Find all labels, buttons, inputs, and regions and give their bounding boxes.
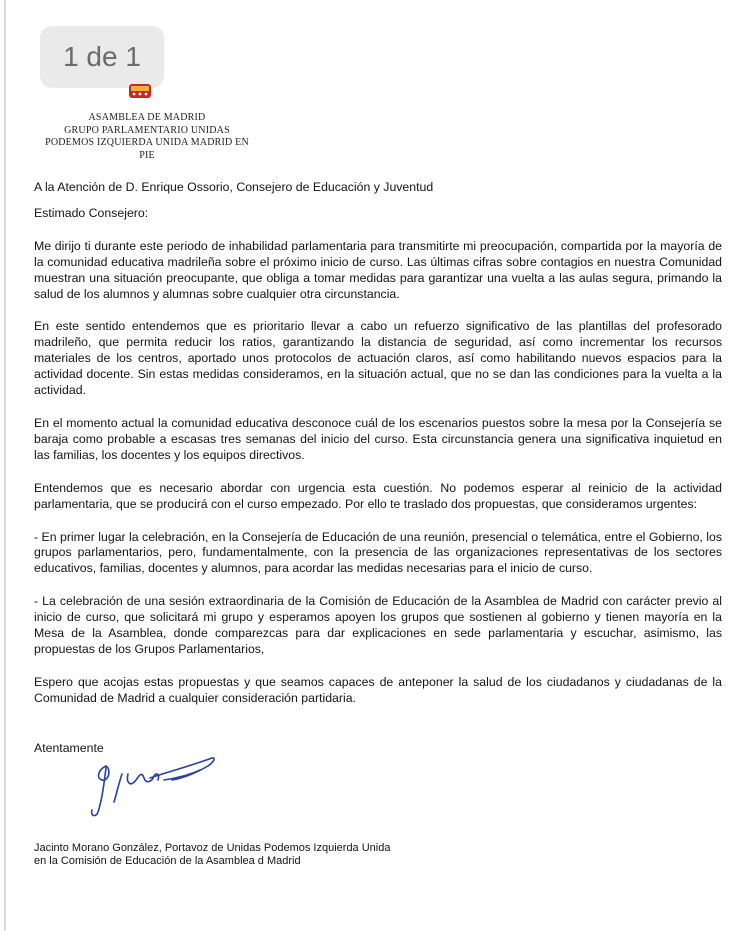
handwritten-signature: [88, 752, 228, 824]
signatory-role: en la Comisión de Educación de la Asamblea d Madrid: [34, 855, 301, 868]
salutation: Estimado Consejero:: [34, 205, 149, 220]
closing: Atentamente: [34, 740, 104, 755]
recipient-line: A la Atención de D. Enrique Ossorio, Consejero de Educación y Juventud: [34, 180, 434, 194]
letter-body: [34, 180, 722, 757]
letterhead: [30, 112, 264, 162]
page-edge: [4, 0, 6, 931]
letterhead-line: PODEMOS IZQUIERDA UNIDA MADRID EN: [45, 137, 249, 149]
letterhead-line: GRUPO PARLAMENTARIO UNIDAS: [64, 124, 230, 136]
paragraph: En el momento actual la comunidad educativa desconoce cuál de los escenarios puestos sobre la mesa por la Consejería se baraja como probable a escasas tres semanas del inicio del curso. Esta circunstancia genera una significativa inquietud en las familias, los docentes y los equipos directivos.: [34, 415, 722, 462]
paragraph: - En primer lugar la celebración, en la Consejería de Educación de una reunión, presencial o telemática, entre el Gobierno, los grupos parlamentarios, pero, fundamentalmente, con la presencia de las organizaciones representativas de los sectores educativos, familias, docentes y alumnos, para acordar las medidas necesarias para el inicio de curso.: [34, 529, 722, 576]
madrid-crest-icon: [129, 84, 151, 98]
paragraph: Entendemos que es necesario abordar con urgencia esta cuestión. No podemos esperar al reinicio de la actividad parlamentaria, que se producirá con el curso empezado. Por ello te traslado dos propuestas, que consideramos urgentes:: [34, 480, 722, 511]
paragraph: - La celebración de una sesión extraordinaria de la Comisión de Educación de la Asamblea de Madrid con carácter previo al inicio de curso, que solicitará mi grupo y esperamos apoyen los grupos que sostienen al gobierno y tienen mayoría en la Mesa de la Asamblea, donde comparezcas para dar explicaciones en sede parlamentaria y escuchar, asimismo, las propuestas de los Grupos Parlamentarios,: [34, 594, 722, 656]
paragraph: Espero que acojas estas propuestas y que seamos capaces de anteponer la salud de los ciudadanos y ciudadanas de la Comunidad de Madrid a cualquier consideración partidaria.: [34, 674, 722, 705]
page-indicator: 1 de 1: [40, 26, 164, 88]
signatory-block: [34, 842, 594, 869]
letterhead-line: ASAMBLEA DE MADRID: [88, 112, 206, 123]
signatory-name: Jacinto Morano González, Portavoz de Unidas Podemos Izquierda Unida: [34, 842, 391, 854]
paragraph: En este sentido entendemos que es prioritario llevar a cabo un refuerzo significativo de las plantillas del profesorado madrileño, que permita reducir los ratios, garantizando la distancia de seguridad, así como incrementar los recursos materiales de los centros, aportado unos protocolos de actuación claros, así como habilitando nuevos espacios para la actividad docente. Sin estas medidas consideramos, en la situación actual, que no se dan las condiciones para la vuelta a la actividad.: [34, 319, 722, 398]
paragraph: Me dirijo ti durante este periodo de inhabilidad parlamentaria para transmitirte mi preocupación, compartida por la mayoría de la comunidad educativa madrileña sobre el próximo inicio de curso. Las últimas cifras sobre contagios en nuestra Comunidad muestran una situación preocupante, que obliga a tomar medidas para garantizar una vuelta a las aulas segura, primando la salud de los alumnos y alumnas sobre cualquier otra circunstancia.: [34, 238, 722, 301]
letterhead-line: PIE: [139, 149, 155, 161]
